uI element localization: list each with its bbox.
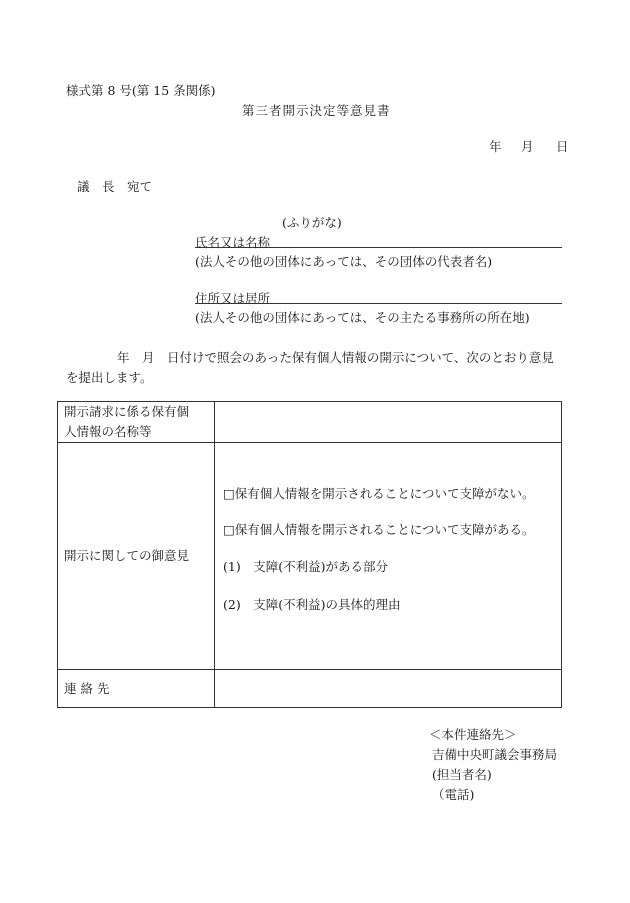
table-row <box>58 670 562 708</box>
body-text-line2: を提出します。 <box>66 370 153 385</box>
opinion-table <box>57 401 562 708</box>
furigana-label: (ふりがな) <box>282 215 342 230</box>
address-underline <box>195 303 562 304</box>
row-label-line: 開示請求に係る保有個 <box>64 404 190 419</box>
row-label-contact: 連 絡 先 <box>58 670 215 708</box>
address-note: (法人その他の団体にあっては、その主たる事務所の所在地) <box>195 310 530 325</box>
contact-phone: （電話) <box>432 787 475 802</box>
item-objection-part: (1) 支障(不利益)がある部分 <box>223 559 388 574</box>
table-row <box>58 443 562 670</box>
body-text-line1: 年 月 日付けで照会のあった保有個人情報の開示について、次のとおり意見 <box>117 350 554 365</box>
option-no-objection[interactable]: □保有個人情報を開示されることについて支障がない。 <box>223 486 535 501</box>
option-objection[interactable]: □保有個人情報を開示されることについて支障がある。 <box>223 522 535 537</box>
contact-field[interactable] <box>215 670 562 708</box>
table-row <box>58 402 562 443</box>
document-title: 第三者開示決定等意見書 <box>242 103 391 118</box>
info-name-field[interactable] <box>215 402 562 443</box>
name-underline <box>195 247 562 248</box>
row-label-line: 人情報の名称等 <box>64 424 152 439</box>
name-note: (法人その他の団体にあっては、その団体の代表者名) <box>195 254 493 269</box>
opinion-field <box>215 443 562 670</box>
form-number: 様式第 8 号(第 15 条関係) <box>66 83 216 98</box>
name-label: 氏名又は名称 <box>195 235 271 250</box>
contact-office: 吉備中央町議会事務局 <box>432 747 558 762</box>
date-day: 日 <box>556 139 569 154</box>
addressee-chair: 議 長 <box>77 179 115 194</box>
row-label-opinion: 開示に関しての御意見 <box>58 443 215 670</box>
contact-heading: ＜本件連絡先＞ <box>429 727 517 742</box>
row-label-info-name <box>58 402 215 443</box>
date-year: 年 <box>489 139 502 154</box>
contact-person: (担当者名) <box>432 767 492 782</box>
date-month: 月 <box>521 139 534 154</box>
address-label: 住所又は居所 <box>195 291 271 306</box>
addressee-honorific: 宛て <box>127 179 153 194</box>
item-objection-reason: (2) 支障(不利益)の具体的理由 <box>223 597 401 612</box>
